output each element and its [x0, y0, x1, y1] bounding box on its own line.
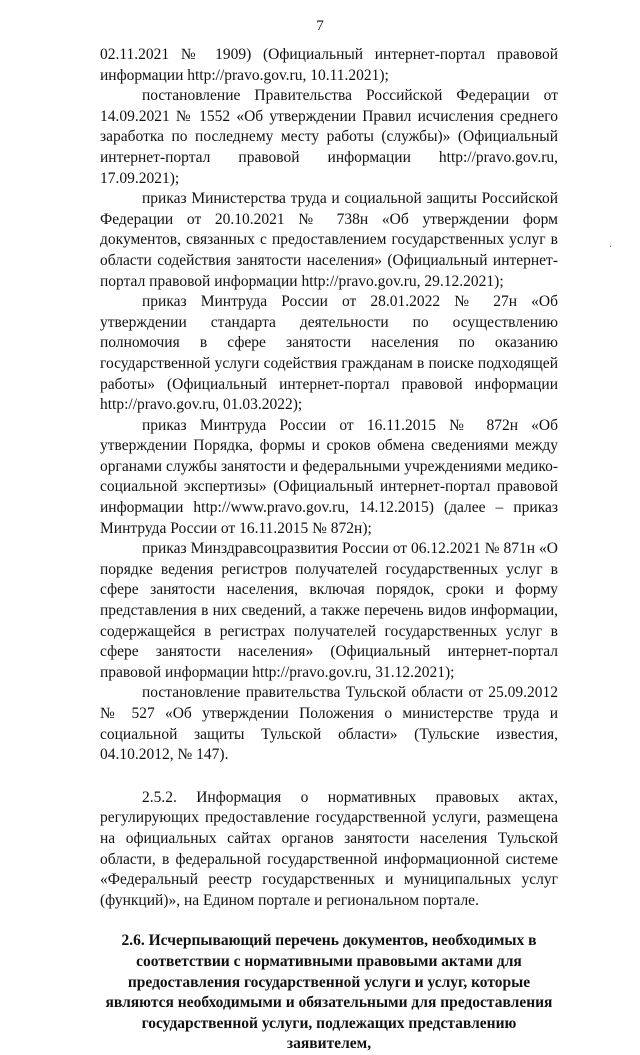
page-number: 7 [316, 18, 324, 34]
paragraph-order-27n: приказ Минтруда России от 28.01.2022 № 27н «Об утверждении стандарта деятельности по осуществлению полномочия в сфере занятости населения по оказанию государственной услуги содействия гражданам в поиске подходящей работы» (Официальный интернет-портал правовой информации http://pravo.gov.ru, 01.03.2022); [100, 293, 558, 414]
paragraph-order-872n: приказ Минтруда России от 16.11.2015 № 872н «Об утверждении Порядка, формы и сроков обмена сведениями между органами службы занятости и федеральными учреждениями медико-социальной экспертизы» (Официальный интернет-портал правовой информации http://www.pravo.gov.ru, 14.12.2015) (далее – приказ Минтруда России от 16.11.2015 № 872н); [100, 416, 558, 537]
paragraph-2-5-2: 2.5.2. Информация о нормативных правовых актах, регулирующих предоставление государственной услуги, размещена на официальных сайтах органов занятости населения Тульской области, в федеральной государственной информационной системе «Федеральный реестр государственных и муниципальных услуг (функций)», на Едином портале и региональном портале. [100, 788, 558, 909]
paragraph-decree-1552: постановление Правительства Российской Федерации от 14.09.2021 № 1552 «Об утверждении Правил исчисления среднего заработка по последнему месту работы (службы)» (Официальный интернет-портал правовой информации http://pravo.gov.ru, 17.09.2021); [100, 87, 558, 187]
document-body [100, 45, 558, 1055]
paragraph-decree-527: постановление правительства Тульской области от 25.09.2012 № 527 «Об утверждении Положения о министерстве труда и социальной защиты Тульской области» (Тульские известия, 04.10.2012, № 147). [100, 684, 558, 764]
section-heading-2-6: 2.6. Исчерпывающий перечень документов, необходимых в соответствии с нормативными правовыми актами для предоставления государственной услуги и услуг, которые являются необходимыми и обязательными для предоставления государственной услуги, подлежащих представлению заявителем, [105, 932, 553, 1053]
paragraph-order-871n: приказ Минздравсоцразвития России от 06.12.2021 № 871н «О порядке ведения регистров получателей государственных услуг в сфере занятости населения, включая порядок, сроки и форму представления в них сведений, а также перечень видов информации, содержащейся в регистрах получателей государственных услуг в сфере занятости населения» (Официальный интернет-портал правовой информации http://pravo.gov.ru, 31.12.2021); [100, 540, 558, 681]
paragraph-order-738n: приказ Министерства труда и социальной защиты Российской Федерации от 20.10.2021 № 738н «Об утверждении форм документов, связанных с предоставлением государственных услуг в области содействия занятости населения» (Официальный интернет-портал правовой информации http://pravo.gov.ru, 29.12.2021); [100, 190, 558, 290]
stray-mark: · [609, 242, 613, 253]
paragraph-continuation: 02.11.2021 № 1909) (Официальный интернет-портал правовой информации http://pravo.gov.ru, 10.11.2021); [100, 46, 558, 84]
